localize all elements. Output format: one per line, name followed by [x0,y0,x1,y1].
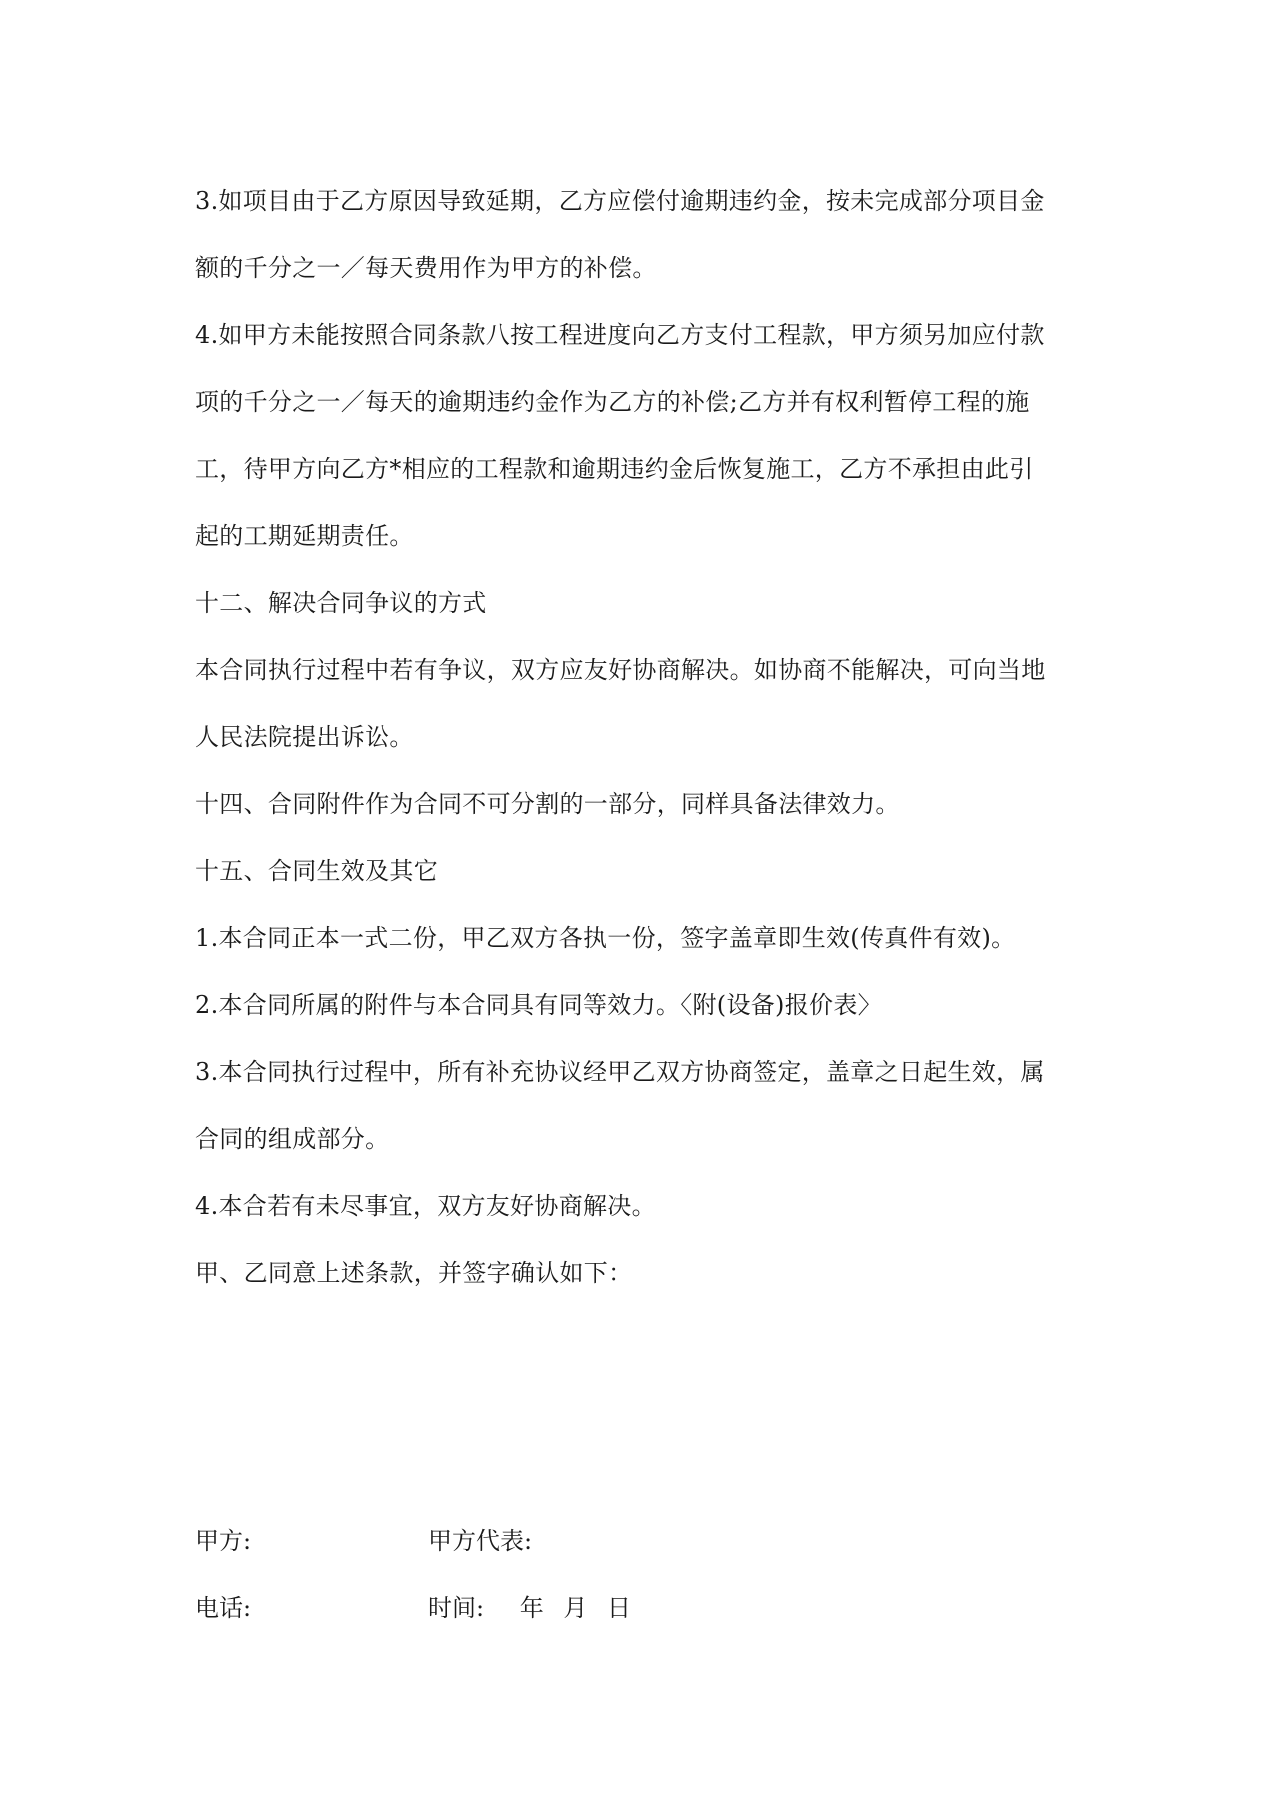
section-14-text: 十四、合同附件作为合同不可分割的一部分，同样具备法律效力。 [195,790,900,818]
section-15-item-3-line-1: 3.本合同执行过程中，所有补充协议经甲乙双方协商签定，盖章之日起生效，属 [195,1058,1045,1086]
section-15-item-3-line-2: 合同的组成部分。 [195,1125,390,1153]
clause-4-line-4: 起的工期延期责任。 [195,522,414,550]
party-a-label: 甲方: [195,1527,252,1555]
time-field [428,1575,631,1642]
section-12-line-2: 人民法院提出诉讼。 [195,723,414,751]
party-a-representative-label: 甲方代表: [428,1527,533,1555]
day-label: 日 [607,1594,632,1622]
clause-4-line-2: 项的千分之一／每天的逾期违约金作为乙方的补偿;乙方并有权利暂停工程的施 [195,388,1030,416]
clause-3-line-2: 额的千分之一／每天费用作为甲方的补偿。 [195,254,657,282]
time-label: 时间: [428,1594,485,1622]
section-15-item-2: 2.本合同所属的附件与本合同具有同等效力。〈附(设备)报价表〉 [195,991,882,1019]
agreement-statement: 甲、乙同意上述条款，并签字确认如下： [195,1259,633,1287]
signature-row-contact [195,1575,1095,1642]
section-15-heading: 十五、合同生效及其它 [195,857,438,885]
phone-label: 电话: [195,1594,252,1622]
section-15-item-1: 1.本合同正本一式二份，甲乙双方各执一份，签字盖章即生效(传真件有效)。 [195,924,1016,952]
month-label: 月 [563,1594,588,1622]
signature-block [195,1508,1095,1642]
section-12-heading: 十二、解决合同争议的方式 [195,589,487,617]
clause-4-line-1: 4.如甲方未能按照合同条款八按工程进度向乙方支付工程款，甲方须另加应付款 [195,321,1045,349]
signature-row-party [195,1508,1095,1575]
section-12-line-1: 本合同执行过程中若有争议，双方应友好协商解决。如协商不能解决，可向当地 [195,656,1046,684]
clause-4-line-3: 工，待甲方向乙方*相应的工程款和逾期违约金后恢复施工，乙方不承担由此引 [195,455,1034,483]
section-15-item-4: 4.本合若有未尽事宜，双方友好协商解决。 [195,1192,656,1220]
year-label: 年 [519,1594,544,1622]
contract-body [195,168,1095,1307]
clause-3-line-1: 3.如项目由于乙方原因导致延期，乙方应偿付逾期违约金，按未完成部分项目金 [195,187,1045,215]
